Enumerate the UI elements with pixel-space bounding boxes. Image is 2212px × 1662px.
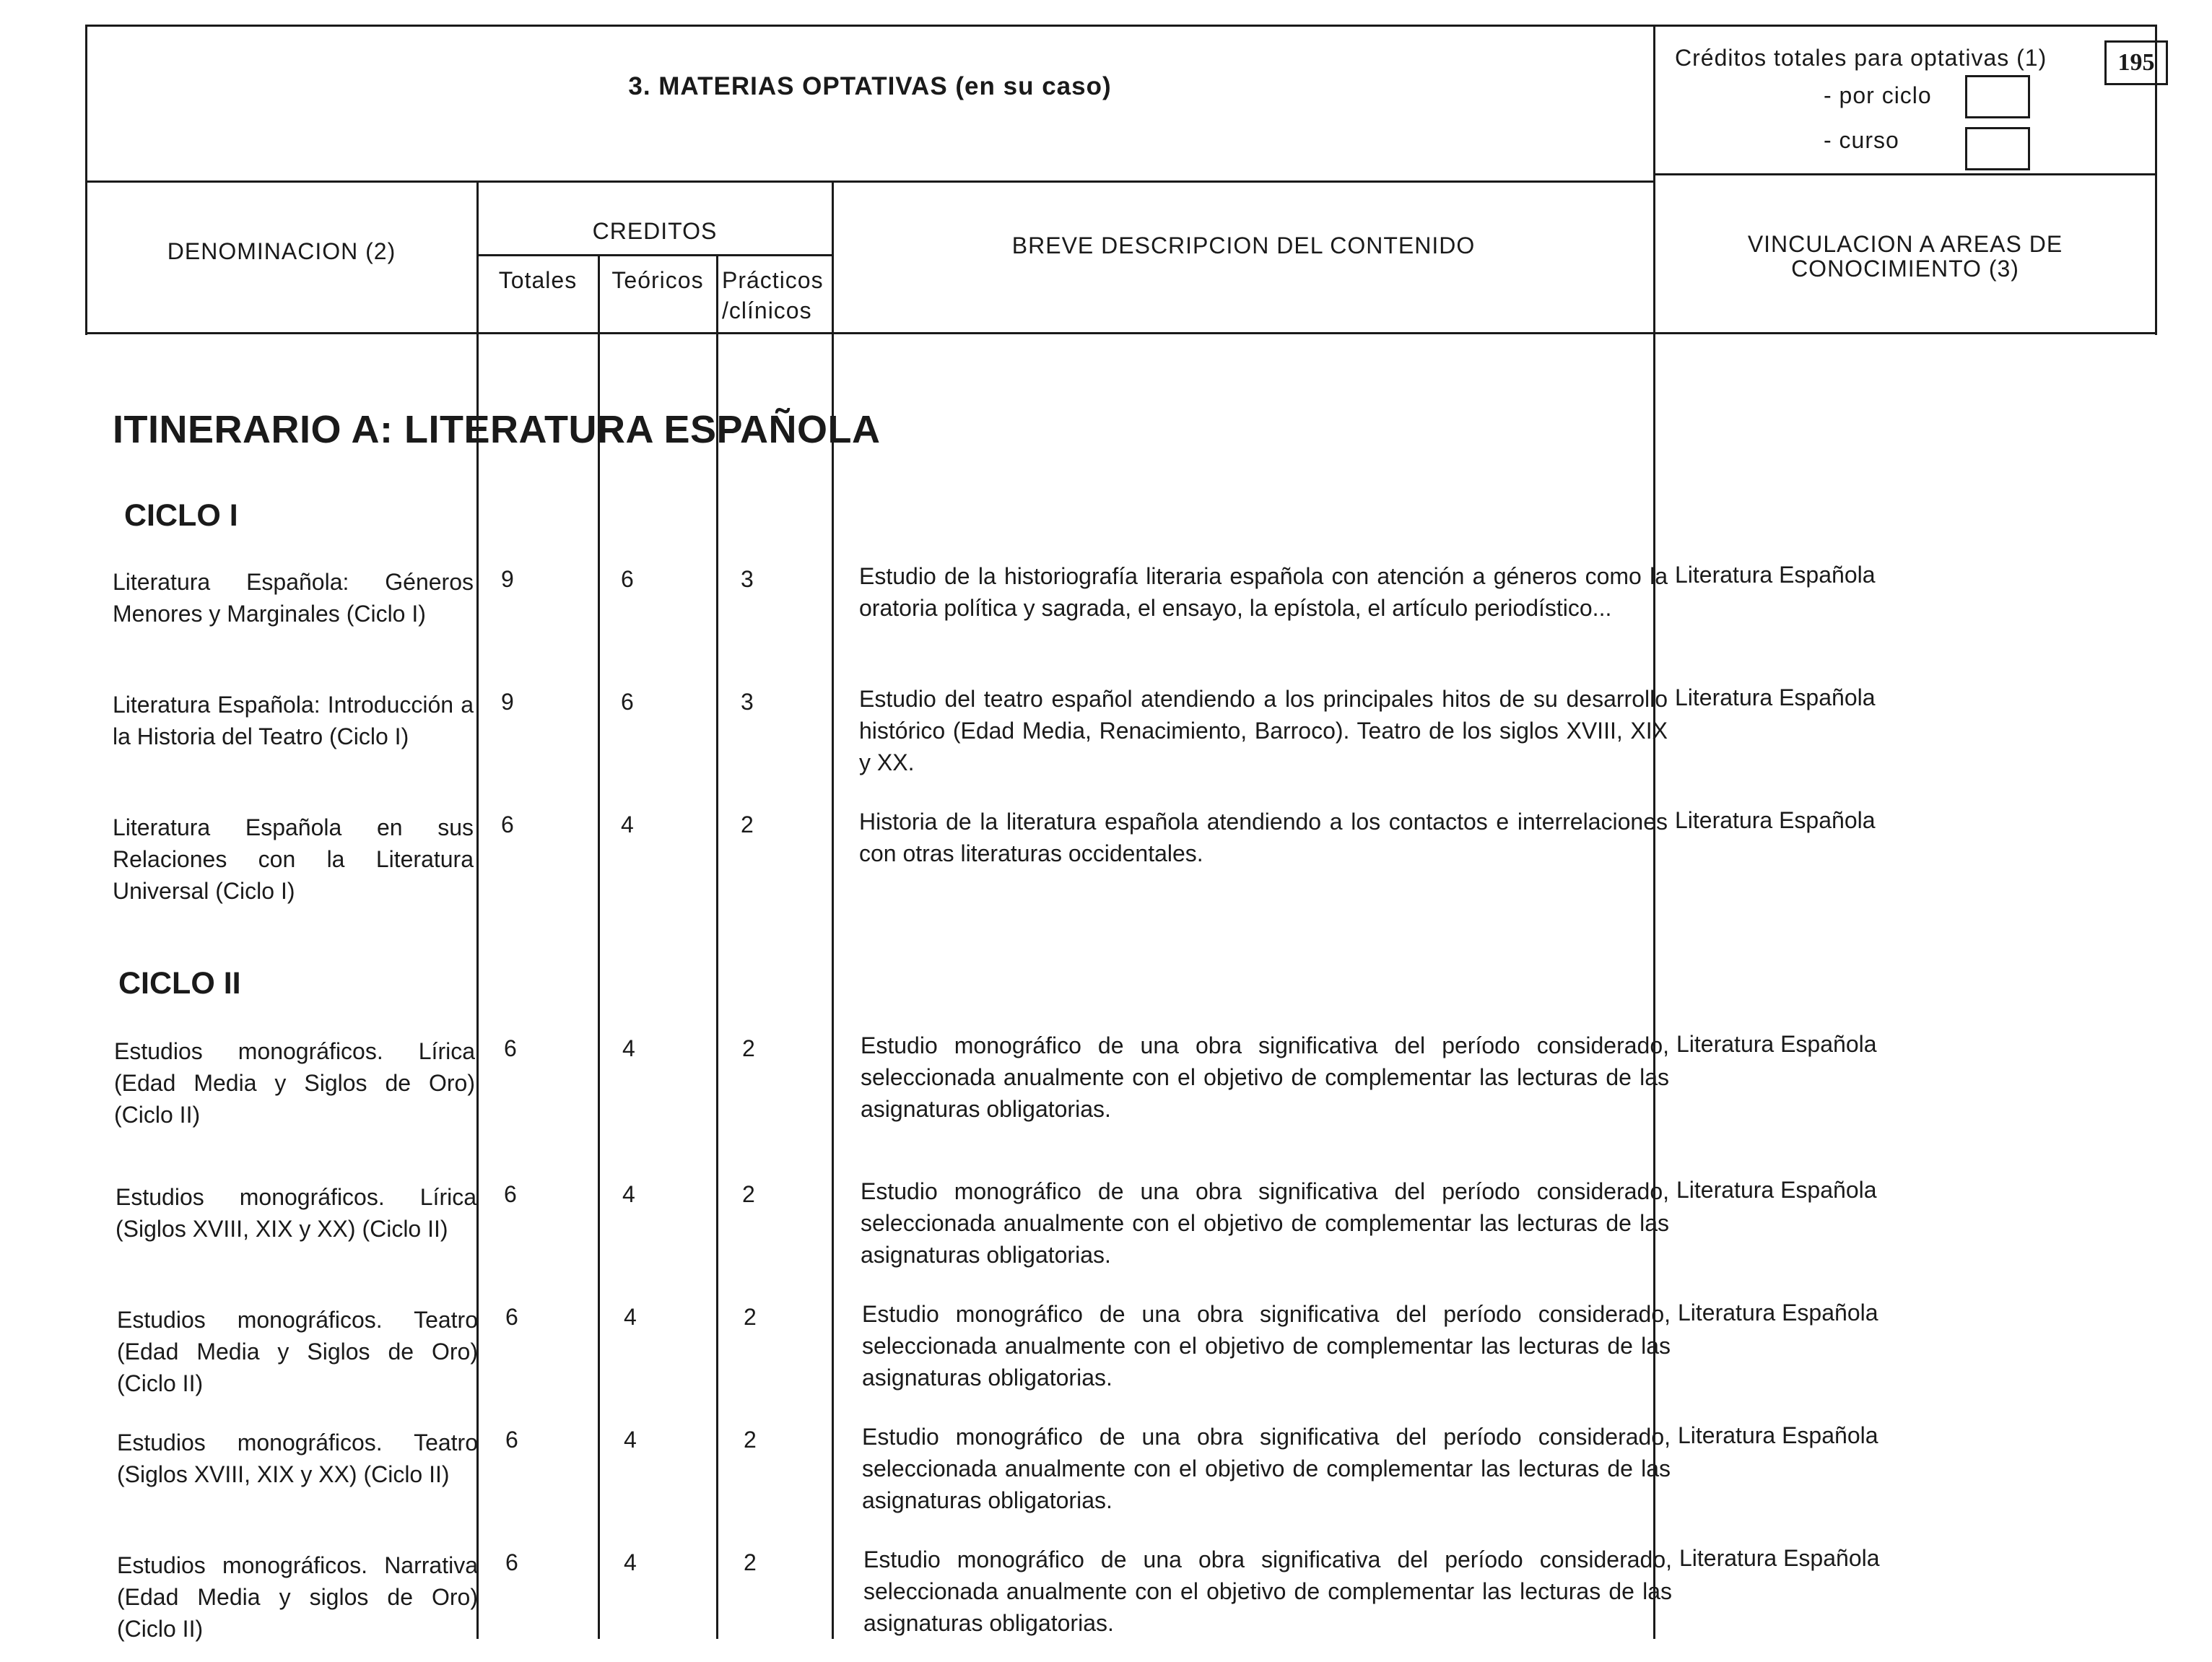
column-line-denominacion [476, 180, 479, 1639]
row-practicos: 2 [742, 1181, 755, 1207]
row-totales: 6 [504, 1181, 517, 1207]
row-practicos: 2 [741, 812, 754, 837]
column-header-creditos: CREDITOS [592, 218, 718, 244]
column-header-descripcion: BREVE DESCRIPCION DEL CONTENIDO [1011, 232, 1476, 258]
header-bottom-left [85, 180, 1653, 183]
ciclo-1-title: CICLO I [124, 498, 238, 533]
row-practicos: 2 [742, 1035, 755, 1061]
itinerary-title: ITINERARIO A: LITERATURA ESPAÑOLA [113, 408, 881, 451]
row-practicos: 3 [741, 566, 754, 592]
row-totales: 6 [504, 1035, 517, 1061]
row-denominacion: Literatura Española en sus Relaciones con la Literatura Universal (Ciclo I) [113, 814, 474, 904]
row-totales: 6 [501, 812, 514, 837]
row-denominacion: Literatura Española: Géneros Menores y Marginales (Ciclo I) [113, 569, 474, 627]
row-descripcion: Estudio monográfico de una obra significativa del período considerado, seleccionada anualmente con el objetivo de complementar las lecturas de las asignaturas obligatorias. [861, 1178, 1669, 1268]
row-totales: 9 [501, 689, 514, 715]
row-area: Literatura Española [1675, 562, 1876, 588]
row-totales: 6 [505, 1304, 518, 1330]
row-descripcion: Estudio monográfico de una obra significativa del período considerado, seleccionada anualmente con el objetivo de complementar las lecturas de las asignaturas obligatorias. [863, 1546, 1672, 1636]
column-header-denominacion: DENOMINACION (2) [167, 238, 396, 264]
row-area: Literatura Española [1678, 1422, 1878, 1448]
row-teoricos: 4 [622, 1181, 635, 1207]
ciclo-2-title: CICLO II [118, 966, 241, 1001]
column-line-totales [598, 254, 600, 1639]
row-denominacion: Estudios monográficos. Lírica (Siglos XVIII, XIX y XX) (Ciclo II) [116, 1184, 476, 1242]
section-title: 3. MATERIAS OPTATIVAS (en su caso) [628, 72, 1112, 100]
row-area: Literatura Española [1678, 1300, 1878, 1326]
row-area: Literatura Española [1679, 1545, 1880, 1571]
row-descripcion: Estudio del teatro español atendiendo a los principales hitos de su desarrollo histórico (Edad Media, Renacimiento, Barroco). Teatro de los siglos XVIII, XIX y XX. [859, 686, 1668, 775]
header-bottom-right [1653, 173, 2157, 175]
column-header-teoricos: Teóricos [611, 267, 704, 293]
row-practicos: 2 [744, 1427, 757, 1453]
creditos-subheader-line [476, 254, 832, 256]
column-line-teoricos [716, 254, 718, 1639]
row-denominacion: Estudios monográficos. Narrativa (Edad Media y siglos de Oro) (Ciclo II) [117, 1552, 478, 1642]
row-teoricos: 6 [621, 689, 634, 715]
row-denominacion: Estudios monográficos. Teatro (Siglos XVIII, XIX y XX) (Ciclo II) [117, 1430, 478, 1487]
row-descripcion: Historia de la literatura española atendiendo a los contactos e interrelaciones con otras literaturas occidentales. [859, 809, 1668, 866]
row-teoricos: 4 [621, 812, 634, 837]
row-totales: 9 [501, 566, 514, 592]
column-line-practicos [832, 180, 834, 1639]
frame-left [85, 25, 87, 335]
row-practicos: 3 [741, 689, 754, 715]
creditos-totales-label: Créditos totales para optativas (1) [1675, 45, 2047, 71]
row-practicos: 2 [744, 1304, 757, 1330]
row-descripcion: Estudio monográfico de una obra significativa del período considerado, seleccionada anualmente con el objetivo de complementar las lecturas de las asignaturas obligatorias. [862, 1424, 1671, 1513]
column-header-totales: Totales [498, 267, 578, 293]
header-divider-title [1653, 25, 1655, 335]
column-header-bottom [85, 332, 2157, 334]
row-denominacion: Literatura Española: Introducción a la Historia del Teatro (Ciclo I) [113, 692, 474, 749]
row-teoricos: 4 [624, 1549, 637, 1575]
row-area: Literatura Española [1675, 684, 1876, 710]
column-header-vinculacion-1: VINCULACION A AREAS DE [1747, 231, 2063, 257]
row-descripcion: Estudio monográfico de una obra significativa del período considerado, seleccionada anualmente con el objetivo de complementar las lecturas de las asignaturas obligatorias. [862, 1301, 1671, 1391]
por-ciclo-box [1965, 75, 2030, 118]
row-area: Literatura Española [1676, 1031, 1877, 1057]
row-area: Literatura Española [1676, 1177, 1877, 1203]
column-header-practicos: Prácticos [722, 267, 824, 293]
creditos-totales-box [2104, 40, 2168, 85]
row-teoricos: 4 [622, 1035, 635, 1061]
row-descripcion: Estudio monográfico de una obra significativa del período considerado, seleccionada anualmente con el objetivo de complementar las lecturas de las asignaturas obligatorias. [861, 1032, 1669, 1122]
column-header-vinculacion-2: CONOCIMIENTO (3) [1791, 256, 2019, 282]
frame-top [85, 25, 2157, 27]
row-denominacion: Estudios monográficos. Teatro (Edad Media y Siglos de Oro) (Ciclo II) [117, 1307, 478, 1396]
curso-box [1965, 127, 2030, 170]
column-header-clinicos: /clínicos [722, 297, 812, 323]
row-denominacion: Estudios monográficos. Lírica (Edad Media y Siglos de Oro) (Ciclo II) [114, 1038, 475, 1128]
row-descripcion: Estudio de la historiografía literaria española con atención a géneros como la oratoria política y sagrada, el ensayo, la epístola, el artículo periodístico... [859, 563, 1668, 621]
row-practicos: 2 [744, 1549, 757, 1575]
row-totales: 6 [505, 1427, 518, 1453]
row-teoricos: 4 [624, 1427, 637, 1453]
por-ciclo-label: - por ciclo [1824, 82, 1932, 108]
row-teoricos: 4 [624, 1304, 637, 1330]
row-area: Literatura Española [1675, 807, 1876, 833]
curso-label: - curso [1824, 127, 1899, 153]
row-totales: 6 [505, 1549, 518, 1575]
row-teoricos: 6 [621, 566, 634, 592]
creditos-totales-value: 195 [2117, 49, 2155, 76]
